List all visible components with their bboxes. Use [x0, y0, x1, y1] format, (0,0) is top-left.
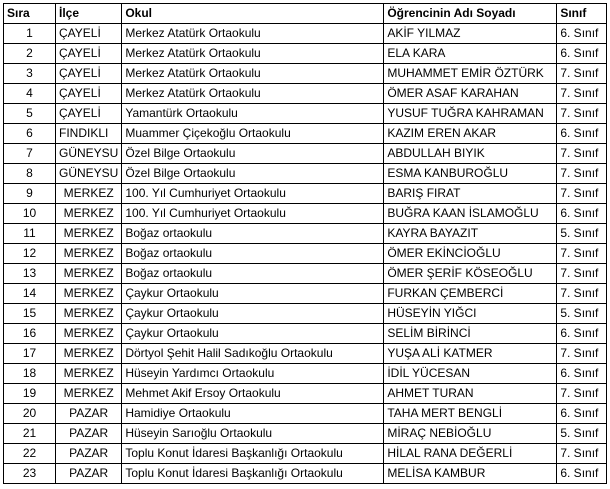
- cell-okul: Merkez Atatürk Ortaokulu: [122, 44, 384, 64]
- cell-ilce: MERKEZ: [56, 224, 122, 244]
- cell-sinif: 7. Sınıf: [557, 244, 607, 264]
- cell-ilce: FINDIKLI: [56, 124, 122, 144]
- cell-sira: 3: [4, 64, 56, 84]
- cell-ilce: MERKEZ: [56, 304, 122, 324]
- cell-sinif: 5. Sınıf: [557, 304, 607, 324]
- table-row: [4, 264, 607, 284]
- cell-sira: 11: [4, 224, 56, 244]
- cell-sira: 21: [4, 424, 56, 444]
- cell-sinif: 6. Sınıf: [557, 464, 607, 484]
- cell-sira: 15: [4, 304, 56, 324]
- cell-okul: Merkez Atatürk Ortaokulu: [122, 24, 384, 44]
- cell-okul: Boğaz ortaokulu: [122, 264, 384, 284]
- table-row: [4, 304, 607, 324]
- cell-okul: Çaykur Ortaokulu: [122, 324, 384, 344]
- cell-sira: 8: [4, 164, 56, 184]
- cell-ogrenci: YUSUF TUĞRA KAHRAMAN: [384, 104, 557, 124]
- table-row: [4, 324, 607, 344]
- table-row: [4, 84, 607, 104]
- cell-okul: Toplu Konut İdaresi Başkanlığı Ortaokulu: [122, 444, 384, 464]
- table-row: [4, 144, 607, 164]
- cell-sinif: 7. Sınıf: [557, 144, 607, 164]
- cell-sinif: 6. Sınıf: [557, 364, 607, 384]
- table-row: [4, 224, 607, 244]
- cell-sira: 7: [4, 144, 56, 164]
- cell-okul: Hüseyin Sarıoğlu Ortaokulu: [122, 424, 384, 444]
- cell-sira: 13: [4, 264, 56, 284]
- cell-sira: 9: [4, 184, 56, 204]
- cell-ogrenci: İDİL YÜCESAN: [384, 364, 557, 384]
- cell-ogrenci: MİRAÇ NEBİOĞLU: [384, 424, 557, 444]
- cell-okul: Boğaz ortaokulu: [122, 224, 384, 244]
- cell-ogrenci: ÖMER ASAF KARAHAN: [384, 84, 557, 104]
- cell-ogrenci: FURKAN ÇEMBERCİ: [384, 284, 557, 304]
- cell-ilce: MERKEZ: [56, 344, 122, 364]
- cell-sinif: 6. Sınıf: [557, 44, 607, 64]
- cell-sinif: 7. Sınıf: [557, 64, 607, 84]
- cell-ilce: ÇAYELİ: [56, 84, 122, 104]
- table-row: [4, 444, 607, 464]
- cell-ogrenci: ABDULLAH BIYIK: [384, 144, 557, 164]
- cell-ogrenci: HİLAL RANA DEĞERLİ: [384, 444, 557, 464]
- results-table-container: [3, 3, 607, 484]
- cell-sinif: 6. Sınıf: [557, 404, 607, 424]
- cell-ilce: PAZAR: [56, 464, 122, 484]
- cell-ilce: MERKEZ: [56, 204, 122, 224]
- cell-ilce: MERKEZ: [56, 284, 122, 304]
- cell-ilce: ÇAYELİ: [56, 104, 122, 124]
- header-ilce: İlçe: [56, 4, 122, 24]
- table-row: [4, 384, 607, 404]
- table-header-row: [4, 4, 607, 24]
- header-ogrenci: Öğrencinin Adı Soyadı: [384, 4, 557, 24]
- cell-ogrenci: ESMA KANBUROĞLU: [384, 164, 557, 184]
- cell-sira: 22: [4, 444, 56, 464]
- table-row: [4, 464, 607, 484]
- cell-sira: 19: [4, 384, 56, 404]
- cell-okul: Özel Bilge Ortaokulu: [122, 164, 384, 184]
- cell-okul: Hüseyin Yardımcı Ortaokulu: [122, 364, 384, 384]
- cell-ogrenci: AKİF YILMAZ: [384, 24, 557, 44]
- cell-sinif: 7. Sınıf: [557, 444, 607, 464]
- cell-okul: Çaykur Ortaokulu: [122, 284, 384, 304]
- cell-ogrenci: YUŞA ALİ KATMER: [384, 344, 557, 364]
- cell-okul: Mehmet Akif Ersoy Ortaokulu: [122, 384, 384, 404]
- cell-okul: Çaykur Ortaokulu: [122, 304, 384, 324]
- student-results-table: [3, 3, 607, 484]
- table-row: [4, 64, 607, 84]
- cell-sinif: 5. Sınıf: [557, 224, 607, 244]
- cell-sinif: 5. Sınıf: [557, 424, 607, 444]
- cell-sira: 2: [4, 44, 56, 64]
- table-row: [4, 244, 607, 264]
- table-row: [4, 44, 607, 64]
- cell-okul: Merkez Atatürk Ortaokulu: [122, 64, 384, 84]
- cell-okul: Dörtyol Şehit Halil Sadıkoğlu Ortaokulu: [122, 344, 384, 364]
- cell-ogrenci: BARIŞ FIRAT: [384, 184, 557, 204]
- cell-sira: 1: [4, 24, 56, 44]
- table-row: [4, 104, 607, 124]
- cell-sira: 14: [4, 284, 56, 304]
- cell-sira: 23: [4, 464, 56, 484]
- table-body: [4, 24, 607, 484]
- cell-sinif: 6. Sınıf: [557, 124, 607, 144]
- table-row: [4, 24, 607, 44]
- cell-sinif: 7. Sınıf: [557, 284, 607, 304]
- cell-ilce: GÜNEYSU: [56, 144, 122, 164]
- cell-sinif: 7. Sınıf: [557, 164, 607, 184]
- cell-sira: 6: [4, 124, 56, 144]
- cell-okul: Muammer Çiçekoğlu Ortaokulu: [122, 124, 384, 144]
- table-row: [4, 184, 607, 204]
- cell-ogrenci: MUHAMMET EMİR ÖZTÜRK: [384, 64, 557, 84]
- cell-ogrenci: SELİM BİRİNCİ: [384, 324, 557, 344]
- cell-sira: 12: [4, 244, 56, 264]
- table-row: [4, 204, 607, 224]
- cell-sira: 4: [4, 84, 56, 104]
- cell-okul: Hamidiye Ortaokulu: [122, 404, 384, 424]
- cell-ogrenci: AHMET TURAN: [384, 384, 557, 404]
- cell-ogrenci: BUĞRA KAAN İSLAMOĞLU: [384, 204, 557, 224]
- cell-ilce: MERKEZ: [56, 384, 122, 404]
- cell-ilce: PAZAR: [56, 404, 122, 424]
- table-row: [4, 284, 607, 304]
- table-row: [4, 124, 607, 144]
- table-row: [4, 424, 607, 444]
- header-okul: Okul: [122, 4, 384, 24]
- cell-ilce: MERKEZ: [56, 184, 122, 204]
- cell-ogrenci: ELA KARA: [384, 44, 557, 64]
- cell-sira: 20: [4, 404, 56, 424]
- cell-ilce: PAZAR: [56, 424, 122, 444]
- cell-okul: Merkez Atatürk Ortaokulu: [122, 84, 384, 104]
- cell-sinif: 7. Sınıf: [557, 184, 607, 204]
- cell-ilce: MERKEZ: [56, 324, 122, 344]
- cell-ogrenci: KAYRA BAYAZIT: [384, 224, 557, 244]
- cell-ilce: GÜNEYSU: [56, 164, 122, 184]
- cell-sira: 5: [4, 104, 56, 124]
- cell-ilce: MERKEZ: [56, 264, 122, 284]
- table-row: [4, 344, 607, 364]
- cell-ogrenci: ÖMER EKİNCİOĞLU: [384, 244, 557, 264]
- cell-sinif: 7. Sınıf: [557, 264, 607, 284]
- cell-sira: 16: [4, 324, 56, 344]
- cell-okul: 100. Yıl Cumhuriyet Ortaokulu: [122, 184, 384, 204]
- cell-okul: Boğaz ortaokulu: [122, 244, 384, 264]
- table-row: [4, 404, 607, 424]
- cell-sinif: 7. Sınıf: [557, 384, 607, 404]
- cell-sira: 18: [4, 364, 56, 384]
- cell-okul: Toplu Konut İdaresi Başkanlığı Ortaokulu: [122, 464, 384, 484]
- table-row: [4, 164, 607, 184]
- cell-ilce: ÇAYELİ: [56, 24, 122, 44]
- header-sira: Sıra: [4, 4, 56, 24]
- cell-sinif: 6. Sınıf: [557, 204, 607, 224]
- cell-ogrenci: MELİSA KAMBUR: [384, 464, 557, 484]
- cell-ogrenci: HÜSEYİN YIĞCI: [384, 304, 557, 324]
- cell-ilce: MERKEZ: [56, 364, 122, 384]
- cell-sira: 10: [4, 204, 56, 224]
- cell-sinif: 7. Sınıf: [557, 104, 607, 124]
- cell-sinif: 6. Sınıf: [557, 324, 607, 344]
- cell-ilce: ÇAYELİ: [56, 44, 122, 64]
- cell-okul: Yamantürk Ortaokulu: [122, 104, 384, 124]
- cell-ilce: ÇAYELİ: [56, 64, 122, 84]
- cell-ogrenci: KAZIM EREN AKAR: [384, 124, 557, 144]
- cell-sinif: 6. Sınıf: [557, 24, 607, 44]
- cell-ogrenci: TAHA MERT BENGLİ: [384, 404, 557, 424]
- cell-sinif: 7. Sınıf: [557, 344, 607, 364]
- cell-okul: 100. Yıl Cumhuriyet Ortaokulu: [122, 204, 384, 224]
- header-sinif: Sınıf: [557, 4, 607, 24]
- cell-ilce: PAZAR: [56, 444, 122, 464]
- cell-ilce: MERKEZ: [56, 244, 122, 264]
- cell-sira: 17: [4, 344, 56, 364]
- cell-ogrenci: ÖMER ŞERİF KÖSEOĞLU: [384, 264, 557, 284]
- table-row: [4, 364, 607, 384]
- cell-sinif: 7. Sınıf: [557, 84, 607, 104]
- cell-okul: Özel Bilge Ortaokulu: [122, 144, 384, 164]
